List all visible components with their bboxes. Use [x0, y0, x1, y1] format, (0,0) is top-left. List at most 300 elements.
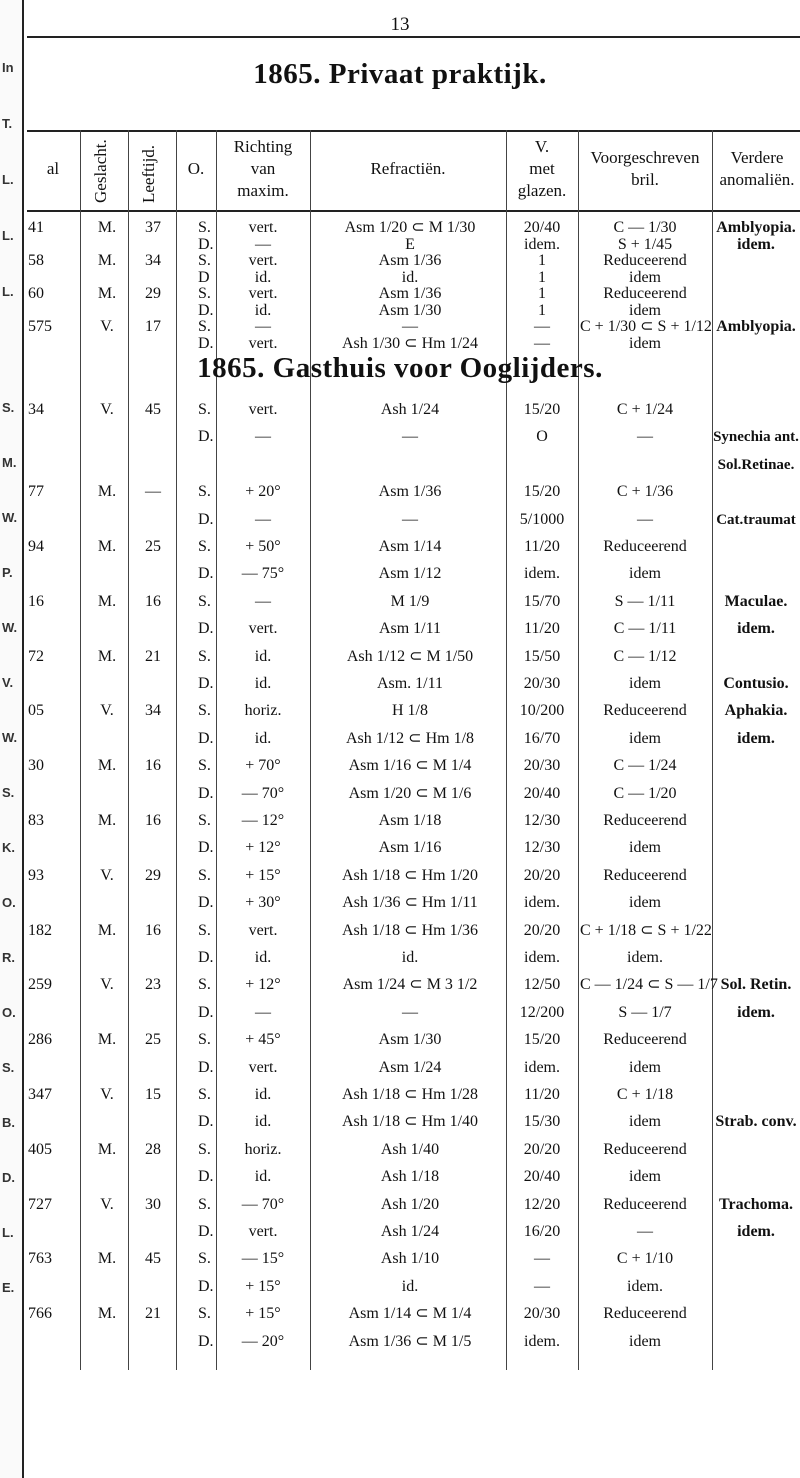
cell-leeftijd: 25	[145, 538, 161, 555]
cell-leeftijd: 30	[145, 1195, 161, 1213]
cell-refractie: Asm 1/36	[378, 252, 442, 269]
margin-letter: L.	[2, 228, 14, 243]
cell-eye: S.	[198, 812, 211, 829]
cell-eye: D.	[198, 675, 214, 692]
cell-visus: 11/20	[524, 538, 560, 555]
cell-refractie: Asm 1/16	[378, 839, 442, 857]
table-row	[0, 1003, 800, 1023]
cell-anomalie: idem.	[737, 729, 775, 747]
cell-refractie: —	[402, 510, 418, 528]
cell-bril: C — 1/30	[613, 219, 677, 236]
cell-eye: S.	[198, 702, 211, 720]
cell-eye: D.	[198, 784, 214, 802]
cell-visus: 12/50	[523, 976, 561, 994]
table-row	[0, 948, 800, 968]
cell-visus: 5/1000	[519, 510, 565, 528]
cell-leeftijd: 34	[145, 252, 161, 269]
cell-richting: + 70°	[245, 757, 281, 775]
cell-richting: vert.	[248, 620, 278, 638]
cell-richting: + 15°	[245, 866, 281, 884]
cell-anomalie: Amblyopia.	[716, 318, 796, 335]
cell-bril: Reduceerend	[603, 538, 687, 555]
cell-leeftijd: 15	[145, 1086, 161, 1103]
cell-richting: vert.	[248, 401, 278, 418]
header-v-line2: met	[529, 159, 555, 178]
cell-geslacht: M.	[97, 647, 117, 665]
cell-visus: 20/30	[523, 1305, 561, 1323]
cell-anomalie: Sol. Retin.	[720, 976, 792, 994]
cell-richting: — 20°	[241, 1332, 285, 1350]
cell-row-number: 286	[28, 1031, 52, 1049]
table-row	[0, 1249, 800, 1269]
cell-leeftijd: 23	[145, 976, 161, 994]
cell-richting: horiz.	[244, 1140, 282, 1158]
cell-richting: — 12°	[241, 812, 285, 829]
margin-letter: P.	[2, 565, 13, 580]
cell-bril: C + 1/30 ⊂ S + 1/12	[580, 318, 712, 335]
cell-row-number: 766	[28, 1305, 52, 1323]
cell-leeftijd: 29	[145, 285, 161, 302]
cell-eye: D.	[198, 301, 214, 319]
cell-row-number: 60	[28, 285, 44, 302]
cell-eye: S.	[198, 252, 211, 269]
cell-refractie: Ash 1/10	[380, 1250, 440, 1268]
cell-visus: 16/70	[523, 729, 561, 747]
table-row	[0, 921, 800, 941]
cell-refractie: Ash 1/18	[380, 1168, 440, 1186]
cell-visus: 16/20	[523, 1223, 561, 1240]
cell-eye: S.	[198, 285, 211, 302]
cell-refractie: Asm 1/36	[378, 285, 442, 302]
cell-bril: C + 1/36	[616, 483, 674, 501]
table-row	[0, 510, 800, 530]
cell-visus: 1	[538, 301, 546, 319]
cell-visus: 12/30	[523, 812, 561, 829]
table-row	[0, 756, 800, 776]
top-rule	[27, 36, 800, 38]
table-row	[0, 334, 800, 354]
header-refractien: Refractiën.	[370, 159, 446, 178]
margin-letter: T.	[2, 116, 13, 131]
cell-bril: C + 1/18	[616, 1086, 674, 1103]
cell-eye: S.	[198, 1195, 211, 1213]
cell-bril: idem	[629, 268, 661, 286]
header-v-line3: glazen.	[517, 181, 567, 200]
cell-richting: + 12°	[245, 839, 281, 857]
margin-letter: W.	[2, 510, 18, 525]
cell-refractie: Asm. 1/11	[376, 675, 444, 692]
table-row	[0, 674, 800, 694]
cell-bril: idem	[629, 1113, 661, 1131]
cell-visus: O	[536, 428, 548, 446]
table-row	[0, 1085, 800, 1105]
cell-eye: D.	[198, 1168, 214, 1186]
header-v	[506, 136, 578, 202]
cell-visus: —	[534, 318, 550, 335]
cell-eye: S.	[198, 976, 211, 994]
cell-eye: D.	[198, 1058, 214, 1076]
header-voorgeschreven	[578, 147, 712, 191]
cell-refractie: Asm 1/16 ⊂ M 1/4	[348, 757, 472, 775]
cell-anomalie: Synechia ant.	[713, 429, 799, 446]
header-v-line1: V.	[534, 137, 550, 156]
cell-refractie: Ash 1/18 ⊂ Hm 1/28	[341, 1086, 479, 1103]
cell-leeftijd: 25	[145, 1031, 161, 1049]
cell-visus: 15/20	[523, 401, 561, 418]
table-row	[0, 455, 800, 475]
table-row	[0, 427, 800, 447]
cell-richting: — 70°	[241, 784, 285, 802]
cell-geslacht: M.	[97, 1031, 117, 1049]
cell-bril: idem.	[627, 949, 663, 966]
cell-bril: idem	[629, 1332, 661, 1350]
cell-row-number: 763	[28, 1250, 52, 1268]
cell-anomalie: Amblyopia.	[716, 219, 796, 236]
cell-richting: id.	[254, 647, 272, 665]
cell-anomalie: Maculae.	[724, 592, 788, 610]
cell-anomalie: Trachoma.	[719, 1195, 793, 1213]
cell-geslacht: V.	[100, 702, 114, 720]
table-row	[0, 838, 800, 858]
cell-richting: id.	[254, 729, 272, 747]
cell-geslacht: V.	[100, 401, 114, 418]
cell-bril: idem	[629, 729, 661, 747]
cell-row-number: 16	[28, 592, 44, 610]
margin-letter: R.	[2, 950, 15, 965]
cell-eye: S.	[198, 1305, 211, 1323]
cell-visus: 15/70	[523, 592, 561, 610]
cell-eye: S.	[198, 1086, 211, 1103]
cell-row-number: 575	[28, 318, 52, 335]
cell-geslacht: M.	[97, 1140, 117, 1158]
cell-richting: —	[255, 592, 271, 610]
cell-eye: S.	[198, 921, 211, 939]
cell-refractie: Ash 1/18 ⊂ Hm 1/36	[341, 921, 479, 939]
cell-leeftijd: 28	[145, 1140, 161, 1158]
cell-row-number: 05	[28, 702, 44, 720]
cell-refractie: Ash 1/18 ⊂ Hm 1/40	[341, 1113, 479, 1131]
cell-leeftijd: —	[145, 483, 161, 501]
cell-richting: + 15°	[245, 1305, 281, 1323]
cell-refractie: Asm 1/18	[378, 812, 442, 829]
cell-visus: idem.	[524, 1058, 560, 1076]
cell-visus: 20/20	[523, 866, 561, 884]
cell-visus: —	[534, 1250, 550, 1268]
cell-bril: idem	[629, 1058, 661, 1076]
table-row	[0, 564, 800, 584]
cell-eye: S.	[198, 647, 211, 665]
margin-letter: L.	[2, 284, 14, 299]
table-row	[0, 1222, 800, 1242]
cell-geslacht: V.	[100, 866, 114, 884]
cell-visus: idem.	[524, 1332, 560, 1350]
cell-refractie: —	[402, 428, 418, 446]
cell-visus: 20/20	[523, 921, 561, 939]
cell-visus: 20/20	[523, 1140, 561, 1158]
cell-geslacht: M.	[97, 757, 117, 775]
cell-anomalie: idem.	[737, 1223, 775, 1240]
header-voorgeschreven-line1: Voorgeschreven	[590, 148, 700, 167]
cell-visus: 12/200	[519, 1003, 565, 1021]
header-verdere-line1: Verdere	[730, 148, 784, 167]
cell-eye: D.	[198, 565, 214, 583]
cell-richting: id.	[254, 1168, 272, 1186]
cell-visus: idem.	[524, 949, 560, 966]
cell-richting: + 30°	[245, 894, 281, 912]
header-richting-line3: maxim.	[237, 181, 289, 200]
cell-geslacht: V.	[100, 318, 114, 335]
table-row	[0, 811, 800, 831]
cell-row-number: 727	[28, 1195, 52, 1213]
cell-eye: S.	[198, 1250, 211, 1268]
header-leeftijd: Leeftijd.	[139, 144, 158, 203]
cell-refractie: Asm 1/20 ⊂ M 1/30	[344, 219, 476, 236]
header-o: O.	[187, 159, 205, 178]
cell-bril: Reduceerend	[603, 1195, 687, 1213]
cell-eye: S.	[198, 401, 211, 418]
margin-letter: B.	[2, 1115, 15, 1130]
cell-eye: D.	[198, 1113, 214, 1131]
cell-richting: — 70°	[241, 1195, 285, 1213]
cell-bril: idem.	[627, 1277, 663, 1295]
cell-anomalie: Cat.traumat	[716, 511, 796, 528]
header-voorgeschreven-line2: bril.	[631, 170, 659, 189]
cell-richting: vert.	[248, 285, 278, 302]
cell-bril: —	[637, 428, 653, 446]
cell-leeftijd: 37	[145, 219, 161, 236]
cell-eye: S.	[198, 538, 211, 555]
cell-visus: 20/40	[523, 219, 561, 236]
cell-richting: — 15°	[241, 1250, 285, 1268]
cell-geslacht: V.	[100, 1195, 114, 1213]
cell-visus: 12/20	[523, 1195, 561, 1213]
cell-leeftijd: 21	[145, 647, 161, 665]
cell-richting: vert.	[248, 1058, 278, 1076]
cell-refractie: id.	[401, 1277, 419, 1295]
table-row	[0, 1030, 800, 1050]
cell-visus: —	[534, 334, 550, 352]
cell-eye: D	[198, 268, 210, 286]
table-row	[0, 1277, 800, 1297]
cell-geslacht: M.	[97, 219, 117, 236]
table-row	[0, 400, 800, 420]
cell-geslacht: V.	[100, 1086, 114, 1103]
cell-refractie: Asm 1/36	[378, 483, 442, 501]
cell-visus: 15/30	[523, 1113, 561, 1131]
cell-row-number: 347	[28, 1086, 52, 1103]
header-verdere-line2: anomaliën.	[719, 170, 795, 189]
margin-letter: In	[2, 60, 14, 75]
cell-eye: S.	[198, 219, 211, 236]
cell-richting: vert.	[248, 252, 278, 269]
cell-bril: C — 1/20	[613, 784, 677, 802]
cell-richting: + 45°	[245, 1031, 281, 1049]
page-number: 13	[390, 14, 410, 35]
margin-letter: W.	[2, 620, 18, 635]
cell-visus: 15/20	[523, 1031, 561, 1049]
header-richting	[216, 136, 310, 202]
cell-refractie: Asm 1/24 ⊂ M 3 1/2	[342, 976, 478, 994]
cell-visus: 20/40	[523, 1168, 561, 1186]
cell-refractie: E	[405, 235, 415, 253]
cell-refractie: Ash 1/20	[380, 1195, 440, 1213]
header-rule-top	[27, 130, 800, 132]
cell-visus: idem.	[524, 565, 560, 583]
table-row	[0, 1140, 800, 1160]
cell-leeftijd: 29	[145, 866, 161, 884]
table-row	[0, 592, 800, 612]
cell-bril: idem	[629, 839, 661, 857]
cell-richting: + 12°	[245, 976, 281, 994]
cell-eye: D.	[198, 334, 214, 352]
cell-bril: idem	[629, 894, 661, 912]
cell-refractie: id.	[401, 949, 419, 966]
cell-row-number: 259	[28, 976, 52, 994]
cell-anomalie: Strab. conv.	[715, 1113, 797, 1131]
cell-bril: C — 1/11	[613, 620, 677, 638]
cell-eye: S.	[198, 757, 211, 775]
header-richting-line2: van	[250, 159, 276, 178]
header-richting-line1: Richting	[233, 137, 293, 156]
cell-eye: S.	[198, 592, 211, 610]
cell-richting: id.	[254, 675, 272, 692]
cell-bril: Reduceerend	[603, 285, 687, 302]
cell-richting: —	[255, 1003, 271, 1021]
margin-letter: L.	[2, 172, 14, 187]
cell-bril: idem	[629, 1168, 661, 1186]
table-row	[0, 537, 800, 557]
cell-visus: 1	[538, 268, 546, 286]
cell-bril: C — 1/12	[613, 647, 677, 665]
header-rule-bottom	[27, 210, 800, 212]
cell-row-number: 58	[28, 252, 44, 269]
cell-richting: + 50°	[245, 538, 281, 555]
cell-visus: idem.	[524, 235, 560, 253]
cell-bril: idem	[629, 301, 661, 319]
cell-eye: D.	[198, 510, 214, 528]
section-title-hospital: 1865. Gasthuis voor Ooglijders.	[197, 352, 603, 384]
cell-row-number: 83	[28, 812, 44, 829]
cell-bril: S — 1/7	[618, 1003, 672, 1021]
cell-row-number: 94	[28, 538, 44, 555]
cell-geslacht: M.	[97, 1250, 117, 1268]
cell-refractie: Asm 1/30	[378, 1031, 442, 1049]
cell-geslacht: V.	[100, 976, 114, 994]
cell-geslacht: M.	[97, 592, 117, 610]
cell-bril: idem	[629, 334, 661, 352]
cell-leeftijd: 16	[145, 757, 161, 775]
cell-refractie: Ash 1/24	[380, 401, 440, 418]
table-row	[0, 1112, 800, 1132]
cell-richting: vert.	[248, 1223, 278, 1240]
margin-letter: S.	[2, 400, 15, 415]
cell-row-number: 182	[28, 921, 52, 939]
cell-bril: idem	[629, 675, 661, 692]
cell-bril: Reduceerend	[603, 1031, 687, 1049]
cell-eye: D.	[198, 620, 214, 638]
margin-letter: M.	[2, 455, 17, 470]
table-row	[0, 619, 800, 639]
table-row	[0, 482, 800, 502]
cell-refractie: Asm 1/36 ⊂ M 1/5	[348, 1332, 472, 1350]
cell-geslacht: M.	[97, 812, 117, 829]
margin-letter: O.	[2, 895, 16, 910]
cell-refractie: —	[402, 1003, 418, 1021]
cell-eye: D.	[198, 1277, 214, 1295]
cell-leeftijd: 16	[145, 921, 161, 939]
cell-row-number: 72	[28, 647, 44, 665]
cell-eye: S.	[198, 1031, 211, 1049]
cell-richting: —	[255, 235, 271, 253]
cell-row-number: 30	[28, 757, 44, 775]
cell-visus: 11/20	[524, 1086, 560, 1103]
cell-bril: Reduceerend	[603, 812, 687, 829]
cell-refractie: Asm 1/30	[378, 301, 442, 319]
cell-refractie: Ash 1/30 ⊂ Hm 1/24	[341, 334, 479, 352]
cell-anomalie: idem.	[737, 1003, 775, 1021]
cell-refractie: id.	[401, 268, 419, 286]
cell-visus: 1	[538, 252, 546, 269]
cell-richting: —	[255, 510, 271, 528]
cell-leeftijd: 45	[145, 1250, 161, 1268]
cell-richting: vert.	[248, 921, 278, 939]
cell-richting: —	[255, 318, 271, 335]
cell-leeftijd: 16	[145, 592, 161, 610]
cell-refractie: Asm 1/11	[378, 620, 442, 638]
cell-visus: 20/30	[523, 757, 561, 775]
cell-leeftijd: 34	[145, 702, 161, 720]
cell-geslacht: M.	[97, 538, 117, 555]
margin-letter: D.	[2, 1170, 15, 1185]
cell-geslacht: M.	[97, 285, 117, 302]
table-row	[0, 975, 800, 995]
cell-eye: S.	[198, 318, 211, 335]
cell-bril: Reduceerend	[603, 866, 687, 884]
cell-visus: 10/200	[519, 702, 565, 720]
margin-letter: E.	[2, 1280, 15, 1295]
cell-anomalie: idem.	[737, 235, 775, 253]
margin-letter: L.	[2, 1225, 14, 1240]
cell-visus: 20/40	[523, 784, 561, 802]
cell-visus: 15/20	[523, 483, 561, 501]
margin-letter: W.	[2, 730, 18, 745]
cell-refractie: Asm 1/24	[378, 1058, 442, 1076]
cell-eye: S.	[198, 483, 211, 501]
section-title-private-practice: 1865. Privaat praktijk.	[253, 58, 547, 90]
cell-bril: —	[637, 1223, 653, 1240]
cell-bril: C — 1/24	[613, 757, 677, 775]
cell-refractie: Asm 1/14	[378, 538, 442, 555]
table-row	[0, 1195, 800, 1215]
cell-visus: 12/30	[523, 839, 561, 857]
margin-letter: K.	[2, 840, 15, 855]
cell-visus: 20/30	[523, 675, 561, 692]
table-row	[0, 866, 800, 886]
cell-refractie: Ash 1/24	[380, 1223, 440, 1240]
cell-refractie: Ash 1/18 ⊂ Hm 1/20	[341, 866, 479, 884]
cell-visus: idem.	[524, 894, 560, 912]
cell-eye: D.	[198, 1223, 214, 1240]
cell-eye: D.	[198, 428, 214, 446]
cell-refractie: M 1/9	[390, 592, 430, 610]
cell-refractie: Asm 1/20 ⊂ M 1/6	[348, 784, 472, 802]
cell-visus: 1	[538, 285, 546, 302]
table-row	[0, 729, 800, 749]
table-row	[0, 1058, 800, 1078]
cell-richting: horiz.	[244, 702, 282, 720]
cell-leeftijd: 17	[145, 318, 161, 335]
cell-eye: D.	[198, 839, 214, 857]
